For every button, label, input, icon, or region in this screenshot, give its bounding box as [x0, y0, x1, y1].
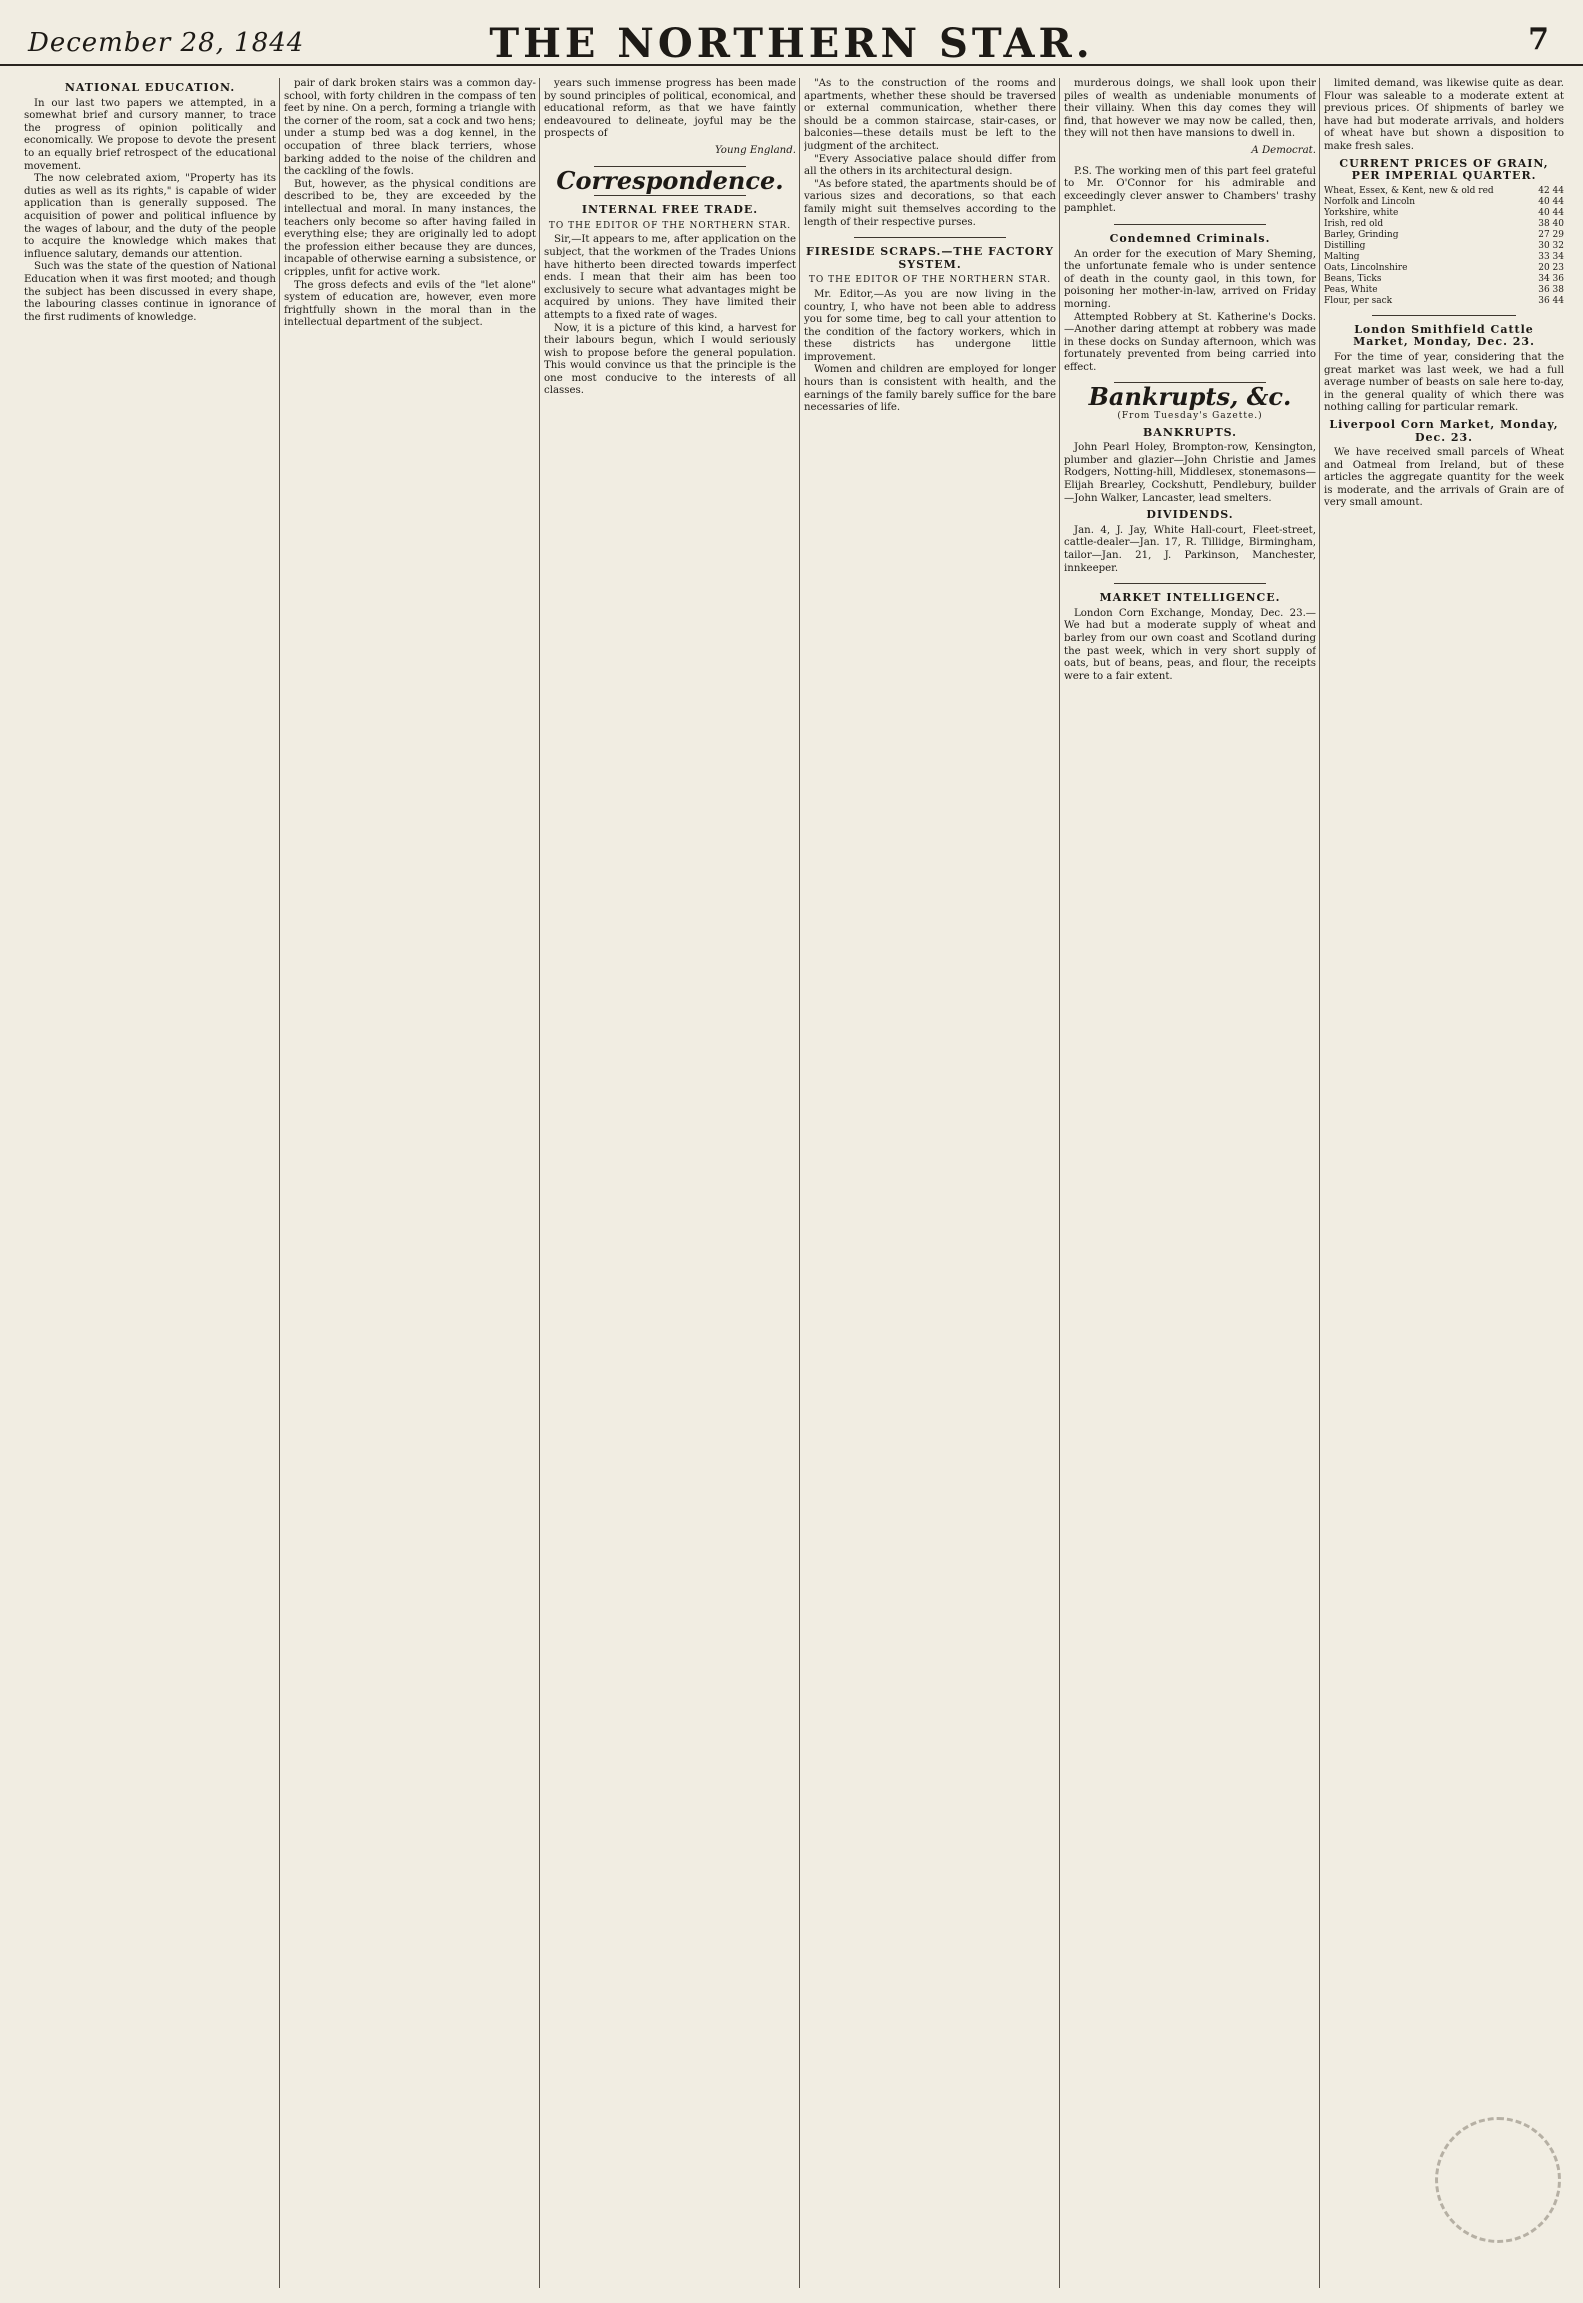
- column-rule: [279, 78, 280, 2288]
- column-rule: [1319, 78, 1320, 2288]
- price-name: Wheat, Essex, & Kent, new & old red: [1324, 185, 1494, 196]
- article-paragraph: Now, it is a picture of this kind, a harvest for their labours begun, which I would seriously wish to propose before the general population. This would convince us that the principle is the one most conducive to the interests of all classes.: [544, 322, 796, 397]
- section-separator: [854, 237, 1005, 238]
- article-paragraph: "As before stated, the apartments should be of various sizes and decorations, so that each family might suit themselves according to the length of their respective purses.: [804, 178, 1056, 228]
- article-paragraph: The now celebrated axiom, "Property has its duties as well as its rights," is capable of wider application than is generally supposed. The acquisition of power and political influence by the wages of labour, and the duty of the people to acquire the knowledge which makes that influence salutary, demands our attention.: [24, 173, 276, 260]
- price-name: Yorkshire, white: [1324, 207, 1399, 218]
- issue-date: December 28, 1844: [28, 28, 305, 58]
- article-subheading: TO THE EDITOR OF THE NORTHERN STAR.: [808, 275, 1052, 286]
- price-name: Malting: [1324, 251, 1360, 262]
- price-row: [1324, 186, 1564, 197]
- article-paragraph: Attempted Robbery at St. Katherine's Docks.—Another daring attempt at robbery was made in these docks on Sunday afternoon, which was fortunately prevented from being carried into effect.: [1064, 311, 1316, 373]
- price-value: 30 32: [1538, 240, 1564, 251]
- price-value: 33 34: [1538, 251, 1564, 262]
- article-paragraph: In our last two papers we attempted, in a somewhat brief and cursory manner, to trace the progress of opinion politically and economically. We propose to devote the present to an equally brief retrospect of the educational movement.: [24, 97, 276, 172]
- price-row: [1324, 274, 1564, 285]
- price-row: [1324, 252, 1564, 263]
- article-paragraph: Sir,—It appears to me, after application on the subject, that the workmen of the Trades Unions have hitherto been directed towards imperfect ends. I mean that their aim has been too exclusively to secure what advantages might be acquired by unions. They have limited their attempts to a fixed rate of wages.: [544, 234, 796, 321]
- article-paragraph: Mr. Editor,—As you are now living in the country, I, who have not been able to address you for some time, beg to call your attention to the condition of the factory workers, which in these districts has undergone little improvement.: [804, 288, 1056, 363]
- masthead: [0, 0, 1583, 66]
- article-paragraph: P.S. The working men of this part feel grateful to Mr. O'Connor for his admirable and exceedingly clever answer to Chambers' trashy pamphlet.: [1064, 165, 1316, 215]
- article-subheading: (From Tuesday's Gazette.): [1117, 411, 1263, 422]
- article-paragraph: An order for the execution of Mary Sheming, the unfortunate female who is under sentence of death in the county gaol, in this town, for poisoning her mother-in-law, arrived on Friday morning.: [1064, 248, 1316, 310]
- price-value: 40 44: [1538, 207, 1564, 218]
- price-name: Norfolk and Lincoln: [1324, 196, 1416, 207]
- price-name: Peas, White: [1324, 284, 1378, 295]
- article-paragraph: pair of dark broken stairs was a common day-school, with forty children in the compass of ten feet by nine. On a perch, forming a triangle with the corner of the room, sat a cock and two hens; under a stump bed was a dog kennel, in the occupation of three black terriers, whose barking added to the noise of the children and the cackling of the fowls.: [284, 78, 536, 178]
- prices-heading: CURRENT PRICES OF GRAIN, PER IMPERIAL QUARTER.: [1339, 156, 1549, 183]
- article-heading: DIVIDENDS.: [1146, 508, 1234, 522]
- article-paragraph: London Corn Exchange, Monday, Dec. 23.—We had but a moderate supply of wheat and barley from our own coast and Scotland during the past week, which in very short supply of oats, but of beans, peas, and flour, the receipts were to a fair extent.: [1064, 607, 1316, 682]
- price-name: Irish, red old: [1324, 218, 1384, 229]
- article-paragraph: "Every Associative palace should differ from all the others in its architectural design.: [804, 153, 1056, 178]
- column-5: [1064, 78, 1316, 2288]
- price-row: [1324, 208, 1564, 219]
- price-value: 42 44: [1538, 185, 1564, 196]
- article-paragraph: We have received small parcels of Wheat and Oatmeal from Ireland, but of these articles the aggregate quantity for the week is moderate, and the arrivals of Grain are of very small amount.: [1324, 447, 1564, 509]
- column-3: [544, 78, 796, 2288]
- article-paragraph: For the time of year, considering that the great market was last week, we had a full average number of beasts on sale here to-day, in the general quality of which there was nothing calling for particular remark.: [1324, 351, 1564, 414]
- article-paragraph: John Pearl Holey, Brompton-row, Kensington, plumber and glazier—John Christie and James Rodgers, Notting-hill, Middlesex, stonemasons—Elijah Brearley, Cockshutt, Pendlebury, builder—John Walker, Lancaster, lead smelters.: [1064, 442, 1316, 504]
- price-value: 40 44: [1538, 196, 1564, 207]
- section-title: Bankrupts, &c.: [1088, 382, 1292, 412]
- section-separator: [1372, 315, 1516, 316]
- article-heading: NATIONAL EDUCATION.: [64, 81, 236, 94]
- article-paragraph: Jan. 4, J. Jay, White Hall-court, Fleet-street, cattle-dealer—Jan. 17, R. Tillidge, Birmingham, tailor—Jan. 21, J. Parkinson, Manchester, innkeeper.: [1064, 524, 1316, 574]
- price-name: Barley, Grinding: [1324, 229, 1399, 240]
- price-value: 34 36: [1538, 273, 1564, 284]
- article-paragraph: years such immense progress has been made by sound principles of political, economical, and educational reform, as that we have faintly endeavoured to delineate, joyful may be the prospects of: [544, 78, 796, 140]
- column-2: [284, 78, 536, 2288]
- price-name: Flour, per sack: [1324, 295, 1393, 306]
- price-row: [1324, 241, 1564, 252]
- price-table: [1324, 186, 1564, 307]
- article-heading: FIRESIDE SCRAPS.—THE FACTORY SYSTEM.: [805, 245, 1055, 271]
- column-rule: [1059, 78, 1060, 2288]
- article-paragraph: limited demand, was likewise quite as dear. Flour was saleable to a moderate extent at previous prices. Of shipments of barley we have had but moderate arrivals, and holders of wheat have but shown a disposition to make fresh sales.: [1324, 78, 1564, 152]
- page-number: 7: [1528, 22, 1549, 57]
- section-separator: [594, 195, 745, 196]
- library-stamp: [1435, 2117, 1561, 2243]
- article-paragraph: But, however, as the physical conditions are described to be, they are exceeded by the intellectual and moral. In many instances, the teachers only become so after having failed in everything else; they are originally led to adopt the profession either because they are dunces, incapable of otherwise earning a subsistence, or cripples, unfit for active work.: [284, 178, 536, 278]
- price-value: 27 29: [1538, 229, 1564, 240]
- column-6: [1324, 78, 1564, 2288]
- price-name: Beans, Ticks: [1324, 273, 1382, 284]
- column-1: [24, 78, 276, 2288]
- price-name: Distilling: [1324, 240, 1366, 251]
- article-heading: MARKET INTELLIGENCE.: [1099, 591, 1281, 605]
- article-heading: Condemned Criminals.: [1109, 231, 1271, 245]
- article-paragraph: "As to the construction of the rooms and apartments, whether these should be traversed or external communication, whether there should be a common staircase, stair-cases, or balconies—these details must be left to the judgment of the architect.: [804, 78, 1056, 152]
- section-title: Correspondence.: [556, 165, 784, 195]
- article-paragraph: Women and children are employed for longer hours than is consistent with health, and the earnings of the family barely suffice for the bare necessaries of life.: [804, 364, 1056, 414]
- article-heading: BANKRUPTS.: [1142, 425, 1238, 439]
- article-heading: Liverpool Corn Market, Monday, Dec. 23.: [1329, 417, 1559, 444]
- section-separator: [1114, 224, 1265, 225]
- price-row: [1324, 285, 1564, 296]
- price-value: 36 38: [1538, 284, 1564, 295]
- price-row: [1324, 197, 1564, 208]
- section-separator: [1114, 583, 1265, 584]
- price-name: Oats, Lincolnshire: [1324, 262, 1408, 273]
- signature: Young England.: [714, 144, 796, 156]
- newspaper-title: THE NORTHERN STAR.: [489, 20, 1094, 67]
- column-rule: [539, 78, 540, 2288]
- price-row: [1324, 263, 1564, 274]
- price-value: 38 40: [1538, 218, 1564, 229]
- signature: A Democrat.: [1251, 144, 1316, 156]
- column-rule: [799, 78, 800, 2288]
- article-heading: London Smithfield Cattle Market, Monday, Dec. 23.: [1353, 322, 1535, 349]
- article-paragraph: murderous doings, we shall look upon their piles of wealth as undeniable monuments of their villainy. When this day comes they will find, that however we may now be called, then, they will not then have mansions to dwell in.: [1064, 78, 1316, 140]
- price-value: 36 44: [1538, 295, 1564, 306]
- price-value: 20 23: [1538, 262, 1564, 273]
- article-paragraph: Such was the state of the question of National Education when it was first mooted; and though the subject has been discussed in every shape, the labouring classes continue in ignorance of the first rudiments of knowledge.: [24, 261, 276, 323]
- article-paragraph: The gross defects and evils of the "let alone" system of education are, however, even more frightfully shown in the moral than in the intellectual department of the subject.: [284, 279, 536, 329]
- article-heading: INTERNAL FREE TRADE.: [581, 203, 759, 217]
- column-4: [804, 78, 1056, 2288]
- price-row: [1324, 296, 1564, 307]
- price-row: [1324, 230, 1564, 241]
- article-subheading: TO THE EDITOR OF THE NORTHERN STAR.: [548, 220, 792, 231]
- price-row: [1324, 219, 1564, 230]
